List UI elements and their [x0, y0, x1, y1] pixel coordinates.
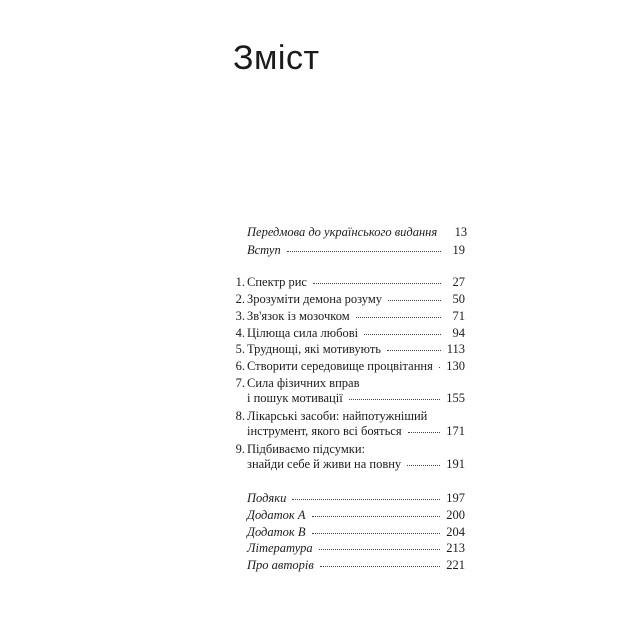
chapter-number: 7.: [235, 376, 245, 390]
chapter-number: 4.: [235, 326, 245, 340]
dot-leader: [349, 398, 441, 400]
toc-entry-introduction[interactable]: [232, 243, 465, 258]
toc-entry-title: Зрозуміти демона розуму: [247, 292, 383, 306]
toc-entry-chapter-2[interactable]: [232, 292, 465, 307]
dot-leader: [292, 498, 440, 500]
toc-entry-chapter-3[interactable]: [232, 309, 465, 324]
toc-entry-page: 71: [452, 309, 465, 323]
dot-leader: [319, 548, 441, 550]
toc-entry-appendix-b[interactable]: [232, 525, 465, 540]
dot-leader: [312, 515, 441, 517]
toc-entry-title: Сила фізичних вправ: [247, 376, 360, 390]
toc-entry-page: 113: [446, 342, 465, 356]
toc-entry-page: 155: [446, 391, 465, 405]
toc-entry-title: Передмова до українського видання: [247, 225, 438, 239]
toc-entry-page: 221: [446, 558, 465, 572]
dot-leader: [356, 316, 441, 318]
toc-entry-about-authors[interactable]: [232, 558, 465, 573]
toc-entry-page: 171: [446, 424, 465, 438]
toc-entry-title: Труднощі, які мотивують: [247, 342, 381, 356]
toc-entry-title-continued: знайди себе й живи на повну: [247, 457, 402, 471]
toc-entry-page: 19: [452, 243, 465, 257]
toc-entry-title: Спектр рис: [247, 275, 307, 289]
chapter-number: 3.: [235, 309, 245, 323]
dot-leader: [388, 299, 441, 301]
toc-entry-page: 50: [452, 292, 465, 306]
toc-entry-page: 213: [446, 541, 465, 555]
dot-leader: [313, 282, 441, 284]
dot-leader: [387, 349, 441, 351]
toc-entry-appendix-a[interactable]: [232, 508, 465, 523]
toc-entry-page: 94: [452, 326, 465, 340]
toc-entry-title-continued: інструмент, якого всі бояться: [247, 424, 402, 438]
toc-entry-page: 27: [452, 275, 465, 289]
dot-leader: [439, 366, 440, 368]
toc-entry-chapter-7[interactable]: [232, 376, 465, 406]
toc-entry-chapter-5[interactable]: [232, 342, 465, 357]
toc-entry-title: Додаток В: [247, 525, 306, 539]
toc-entry-acknowledgements[interactable]: [232, 491, 465, 506]
toc-entry-page: 13: [454, 225, 468, 239]
toc-entry-page: 204: [446, 525, 465, 539]
chapter-number: 8.: [235, 409, 245, 423]
toc-entry-title: Подяки: [247, 491, 287, 505]
toc-entry-title: Підбиваємо підсумки:: [247, 442, 365, 456]
toc-entry-chapter-6[interactable]: [232, 359, 465, 374]
chapter-number: 2.: [235, 292, 245, 306]
toc-entry-page: 130: [446, 359, 465, 373]
dot-leader: [408, 431, 441, 433]
toc-entry-title: Додаток А: [247, 508, 306, 522]
toc-entry-title: Лікарські засоби: найпотужніший: [247, 409, 428, 423]
toc-entry-title: Створити середовище процвітання: [247, 359, 433, 373]
toc-entry-title: Зв'язок із мозочком: [247, 309, 350, 323]
toc-entry-page: 197: [446, 491, 465, 505]
dot-leader: [287, 250, 441, 252]
toc-entry-foreword[interactable]: [232, 225, 468, 240]
toc-entry-chapter-4[interactable]: [232, 326, 465, 341]
toc-entry-chapter-9[interactable]: [232, 442, 465, 472]
toc-entry-chapter-8[interactable]: [232, 409, 465, 439]
chapter-number: 5.: [235, 342, 245, 356]
toc-entry-page: 200: [446, 508, 465, 522]
dot-leader: [364, 333, 441, 335]
toc-entry-title: Про авторів: [247, 558, 314, 572]
toc-entry-page: 191: [446, 457, 465, 471]
chapter-number: 1.: [235, 275, 245, 289]
chapter-number: 6.: [235, 359, 245, 373]
dot-leader: [320, 565, 440, 567]
toc-entry-title-continued: і пошук мотивації: [247, 391, 343, 405]
chapter-number: 9.: [235, 442, 245, 456]
page-title: Зміст: [233, 39, 320, 77]
toc-entry-title: Література: [247, 541, 313, 555]
toc-entry-title: Вступ: [247, 243, 281, 257]
toc-entry-literature[interactable]: [232, 541, 465, 556]
toc-entry-title: Цілюща сила любові: [247, 326, 359, 340]
toc-entry-chapter-1[interactable]: [232, 275, 465, 290]
dot-leader: [407, 464, 440, 466]
dot-leader: [312, 532, 441, 534]
